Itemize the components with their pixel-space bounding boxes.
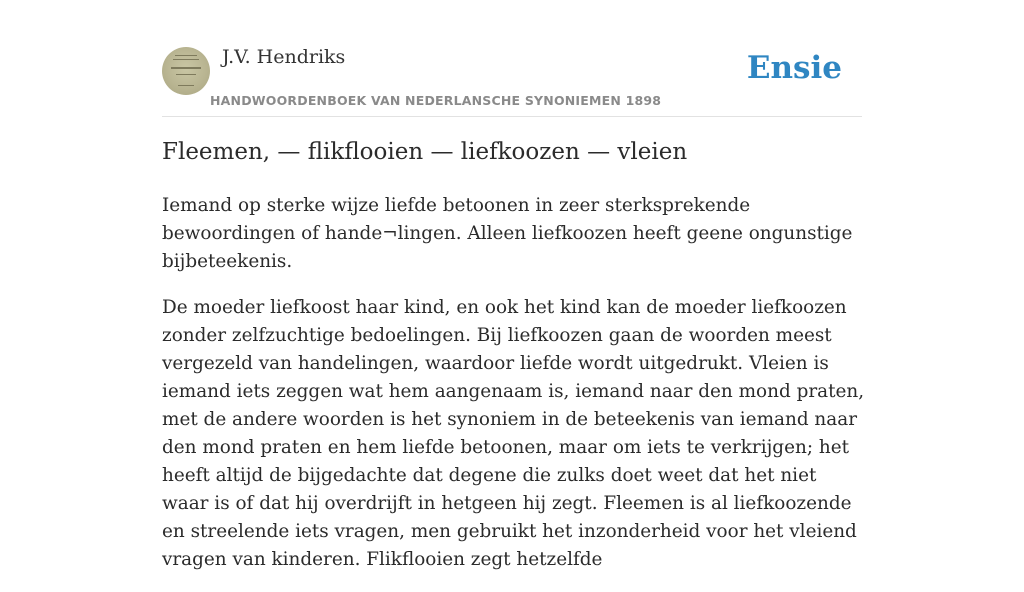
cover-line <box>178 85 194 86</box>
brand-logo[interactable]: Ensie <box>746 50 842 86</box>
cover-line <box>173 59 199 60</box>
author-name[interactable]: J.V. Hendriks <box>222 46 346 68</box>
source-title[interactable]: HANDWOORDENBOEK VAN NEDERLANSCHE SYNONIEMEN 1898 <box>210 93 662 108</box>
cover-line <box>176 74 196 75</box>
article-paragraph: Iemand op sterke wijze liefde betoonen in zeer sterksprekende bewoordingen of hande¬lingen. Alleen liefkoozen heeft geene ongunstige bijbeteekenis. <box>162 195 853 272</box>
book-cover-avatar[interactable] <box>162 47 210 95</box>
header <box>162 45 862 117</box>
cover-line <box>175 55 197 56</box>
article-title: Fleemen, — flikflooien — liefkoozen — vleien <box>162 139 688 165</box>
article-body <box>162 192 868 592</box>
article-paragraph: De moeder liefkoost haar kind, en ook het kind kan de moeder liefkoozen zonder zelfzuchtige bedoelingen. Bij liefkoozen gaan de woorden meest vergezeld van handelingen, waardoor liefde wordt uitgedrukt. Vleien is iemand iets zeggen wat hem aangenaam is, iemand naar den mond praten, met de andere woorden is het synoniem in de beteekenis van iemand naar den mond praten en hem liefde betoonen, maar om iets te verkrijgen; het heeft altijd de bijgedachte dat degene die zulks doet weet dat het niet waar is of dat hij overdrijft in hetgeen hij zegt. Fleemen is al liefkoozende en streelende iets vragen, men gebruikt het inzonderheid voor het vleiend vragen van kinderen. Flikflooien zegt hetzelfde <box>162 297 865 570</box>
cover-line <box>171 67 201 69</box>
